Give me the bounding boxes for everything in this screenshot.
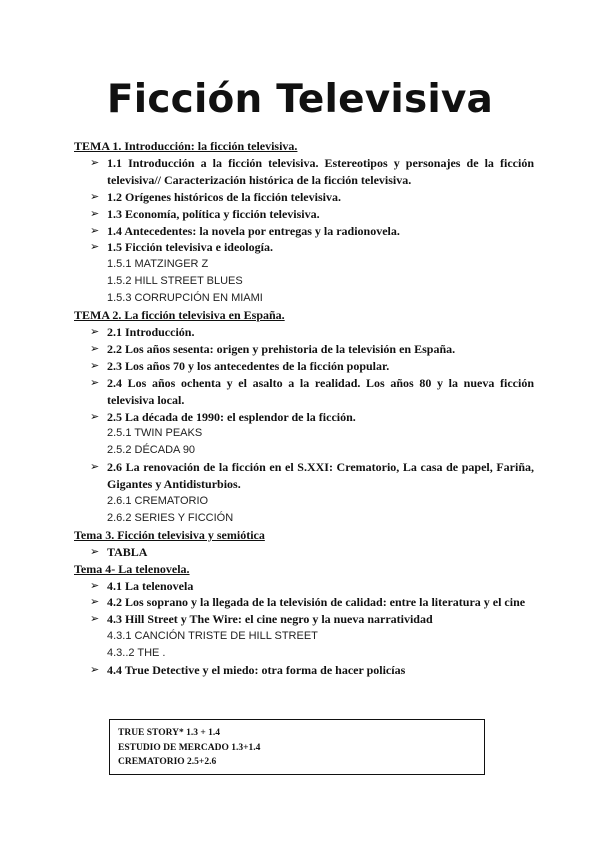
outline-subitem: 2.6.2 SERIES Y FICCIÓN: [107, 511, 234, 524]
outline-item-text: 2.1 Introducción.: [107, 324, 195, 339]
notes-box: [109, 719, 485, 775]
outline-item: [74, 409, 534, 426]
arrow-bullet-icon: ➢: [90, 612, 100, 626]
arrow-bullet-icon: ➢: [90, 460, 100, 474]
arrow-bullet-icon: ➢: [90, 578, 100, 592]
tema-heading: TEMA 2. La ficción televisiva en España.: [74, 308, 285, 323]
outline-item: [74, 578, 534, 595]
tema-heading: Tema 4- La telenovela.: [74, 561, 190, 576]
outline-item-text: 2.6 La renovación de la ficción en el S.XXI: Crematorio, La casa de papel, Fariña, Gigantes y Antidisturbios.: [107, 460, 534, 492]
outline-item-text: 4.3 Hill Street y The Wire: el cine negro y la nueva narratividad: [107, 612, 433, 627]
outline-subitem: 1.5.1 MATZINGER Z: [107, 258, 209, 271]
outline-item: [74, 189, 534, 206]
arrow-bullet-icon: ➢: [90, 663, 100, 677]
page-title: Ficción Televisiva: [106, 77, 494, 122]
outline-item: [74, 611, 534, 628]
outline-subitem: 1.5.3 CORRUPCIÓN EN MIAMI: [107, 292, 263, 305]
outline-item: [74, 223, 534, 240]
outline-subitem: 2.5.1 TWIN PEAKS: [107, 427, 203, 440]
arrow-bullet-icon: ➢: [90, 358, 100, 372]
outline-item-text: 4.4 True Detective y el miedo: otra forma de hacer policías: [107, 663, 406, 678]
outline-item: [74, 459, 534, 493]
outline-subitem: 2.5.2 DÉCADA 90: [107, 444, 196, 457]
arrow-bullet-icon: ➢: [90, 240, 100, 254]
outline-item-text: 2.3 Los años 70 y los antecedentes de la ficción popular.: [107, 358, 390, 373]
outline-item: [74, 341, 534, 358]
outline-item-text: 1.5 Ficción televisiva e ideología.: [107, 240, 273, 255]
arrow-bullet-icon: ➢: [90, 409, 100, 423]
outline-subitem: 4.3.1 CANCIÓN TRISTE DE HILL STREET: [107, 630, 318, 643]
outline-item: [74, 358, 534, 375]
outline-item: [74, 662, 534, 679]
notes-box-line: CREMATORIO 2.5+2.6: [118, 757, 217, 767]
notes-box-line: ESTUDIO DE MERCADO 1.3+1.4: [118, 742, 261, 753]
outline-item-text: 4.1 La telenovela: [107, 578, 194, 593]
outline-item: [74, 324, 534, 341]
arrow-bullet-icon: ➢: [90, 595, 100, 609]
outline-item: [74, 239, 534, 256]
outline-item-text: 2.2 Los años sesenta: origen y prehistoria de la televisión en España.: [107, 341, 456, 356]
tema-heading: TEMA 1. Introducción: la ficción televisiva.: [74, 139, 298, 153]
arrow-bullet-icon: ➢: [90, 375, 100, 389]
course-outline: [74, 138, 534, 679]
outline-item: [74, 594, 534, 611]
arrow-bullet-icon: ➢: [90, 544, 100, 558]
outline-item-text: 4.2 Los soprano y la llegada de la televisión de calidad: entre la literatura y el cine: [107, 595, 526, 610]
outline-item: [74, 375, 534, 409]
arrow-bullet-icon: ➢: [90, 341, 100, 355]
outline-item-text: 1.3 Economía, política y ficción televisiva.: [107, 206, 320, 221]
arrow-bullet-icon: ➢: [90, 324, 100, 338]
outline-item-text: 1.1 Introducción a la ficción televisiva. Estereotipos y personajes de la ficción televisiva// Caracterización histórica de la ficción televisiva.: [107, 155, 534, 187]
outline-item-text: 1.4 Antecedentes: la novela por entregas y la radionovela.: [107, 223, 400, 238]
arrow-bullet-icon: ➢: [90, 206, 100, 220]
outline-item: [74, 155, 534, 189]
outline-subitem: 4.3..2 THE .: [107, 647, 166, 660]
arrow-bullet-icon: ➢: [90, 155, 100, 169]
outline-item: [74, 544, 534, 561]
outline-subitem: 1.5.2 HILL STREET BLUES: [107, 275, 243, 288]
outline-item-text: TABLA: [107, 544, 148, 559]
arrow-bullet-icon: ➢: [90, 189, 100, 203]
tema-heading: Tema 3. Ficción televisiva y semiótica: [74, 527, 265, 542]
notes-box-line: TRUE STORY* 1.3 + 1.4: [118, 728, 221, 738]
arrow-bullet-icon: ➢: [90, 223, 100, 237]
outline-item-text: 2.5 La década de 1990: el esplendor de la ficción.: [107, 409, 356, 424]
outline-subitem: 2.6.1 CREMATORIO: [107, 495, 209, 508]
outline-item: [74, 206, 534, 223]
outline-item-text: 1.2 Orígenes históricos de la ficción televisiva.: [107, 189, 341, 204]
outline-item-text: 2.4 Los años ochenta y el asalto a la realidad. Los años 80 y la nueva ficción televisiva local.: [107, 375, 534, 407]
